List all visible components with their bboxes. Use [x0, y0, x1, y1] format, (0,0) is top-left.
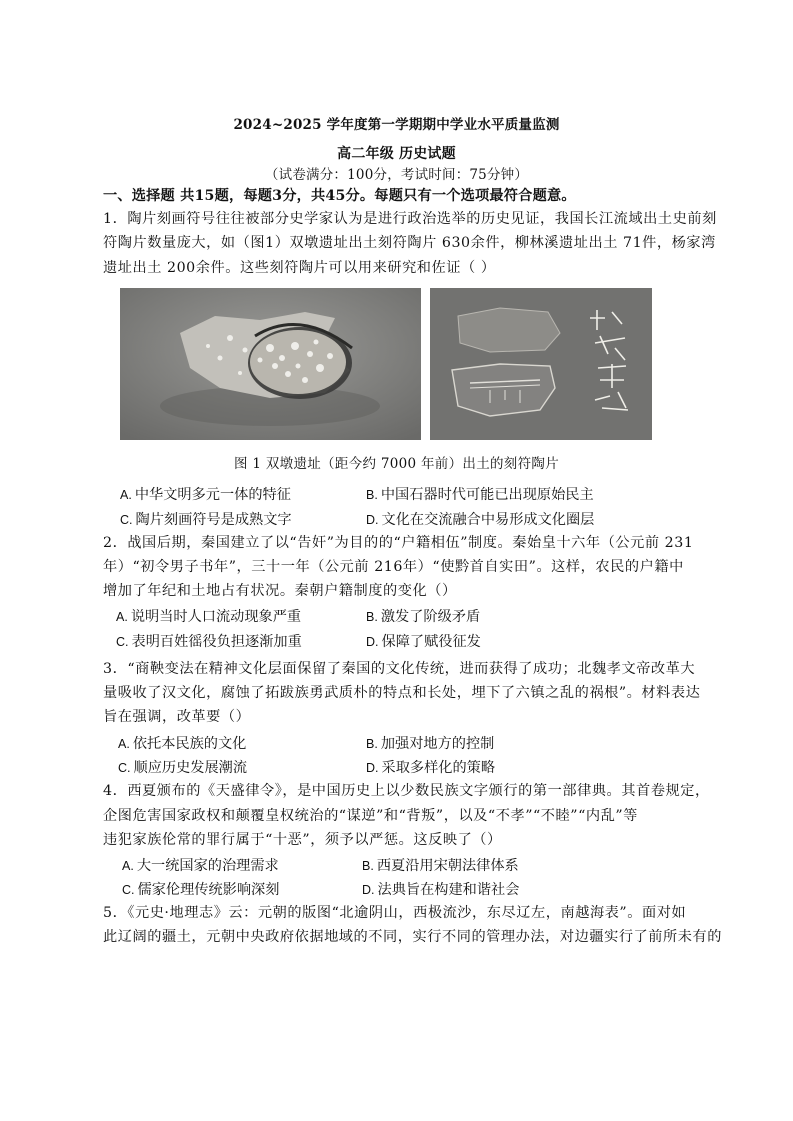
q3-line-3: 旨在强调，改革要（） — [103, 709, 251, 725]
option-key: C. — [116, 635, 129, 649]
option-key: B. — [366, 737, 378, 751]
option-text: 激发了阶级矛盾 — [380, 609, 481, 625]
q1-option-a[interactable] — [120, 485, 291, 505]
q2-option-c[interactable] — [116, 632, 302, 652]
exam-title: 2024~2025 学年度第一学期期中学业水平质量监测 — [233, 117, 560, 133]
q3-line-2: 量吸收了汉文化，腐蚀了拓跋族勇武质朴的特点和长处，埋下了六镇之乱的祸根”。材料表达 — [103, 685, 701, 701]
pottery-shard-photo-right — [430, 288, 652, 440]
q4-option-a[interactable] — [122, 856, 279, 876]
option-key: D. — [366, 761, 379, 775]
option-text: 文化在交流融合中易形成文化圈层 — [381, 512, 595, 528]
q4-line-3: 违犯家族伦常的罪行属于“十恶”，须予以严惩。这反映了（） — [103, 832, 502, 848]
option-key: A. — [122, 859, 134, 873]
q3-option-d[interactable] — [366, 758, 495, 778]
option-text: 大一统国家的治理需求 — [136, 858, 279, 874]
q2-line-2: 年）“初令男子书年”，三十一年（公元前 216年）“使黔首自实田”。这样，农民的户籍中 — [103, 559, 684, 575]
option-text: 加强对地方的控制 — [380, 736, 495, 752]
q3-line-1: 3．“商鞅变法在精神文化层面保留了秦国的文化传统，进而获得了成功；北魏孝文帝改革大 — [103, 661, 696, 677]
option-text: 保障了赋役征发 — [381, 634, 481, 650]
option-text: 西夏沿用宋朝法律体系 — [376, 858, 519, 874]
option-text: 陶片刻画符号是成熟文字 — [135, 512, 292, 528]
q3-option-a[interactable] — [118, 734, 246, 754]
q4-line-2: 企图危害国家政权和颠覆皇权统治的“谋逆”和“背叛”，以及“不孝”“不睦”“内乱”等 — [103, 808, 638, 824]
option-key: C. — [122, 883, 135, 897]
q1-line-3: 遗址出土 200余件。这些刻符陶片可以用来研究和佐证（ ） — [103, 260, 496, 276]
option-key: B. — [362, 859, 374, 873]
option-key: A. — [118, 737, 130, 751]
option-key: A. — [120, 488, 132, 502]
pottery-shard-photo-left — [120, 288, 421, 440]
option-key: A. — [116, 610, 128, 624]
q1-option-b[interactable] — [366, 485, 594, 505]
q1-option-c[interactable] — [120, 510, 292, 530]
q3-option-c[interactable] — [118, 758, 247, 778]
option-key: B. — [366, 488, 378, 502]
section-heading: 一、选择题 共15题，每题3分，共45分。每题只有一个选项最符合题意。 — [103, 188, 576, 204]
q4-line-1: 4．西夏颁布的《天盛律令》，是中国历史上以少数民族文字颁行的第一部律典。其首卷规定， — [103, 783, 710, 799]
pottery-shard-illustration-left — [120, 288, 421, 440]
q2-line-3: 增加了年纪和土地占有状况。秦朝户籍制度的变化（） — [103, 583, 457, 599]
option-text: 表明百姓徭役负担逐渐加重 — [131, 634, 302, 650]
option-text: 依托本民族的文化 — [132, 736, 247, 752]
option-key: B. — [366, 610, 378, 624]
option-text: 中华文明多元一体的特征 — [134, 487, 291, 503]
q2-option-b[interactable] — [366, 607, 480, 627]
option-key: C. — [118, 761, 131, 775]
q3-option-b[interactable] — [366, 734, 494, 754]
figure-caption: 图 1 双墩遗址（距今约 7000 年前）出土的刻符陶片 — [233, 456, 559, 472]
q5-line-1: 5．《元史·地理志》云：元朝的版图“北逾阴山，西极流沙，东尽辽左，南越海表”。面对如 — [103, 905, 687, 921]
q2-option-a[interactable] — [116, 607, 301, 627]
option-text: 中国石器时代可能已出现原始民主 — [380, 487, 594, 503]
option-key: D. — [362, 883, 375, 897]
option-text: 采取多样化的策略 — [381, 760, 496, 776]
q1-line-2: 符陶片数量庞大，如（图1）双墩遗址出土刻符陶片 630余件，柳林溪遗址出土 71件，杨家湾 — [103, 235, 716, 251]
option-text: 说明当时人口流动现象严重 — [130, 609, 302, 625]
q2-option-d[interactable] — [366, 632, 481, 652]
option-key: D. — [366, 635, 379, 649]
q1-option-d[interactable] — [366, 510, 594, 530]
option-key: C. — [120, 513, 133, 527]
option-key: D. — [366, 513, 379, 527]
option-text: 儒家伦理传统影响深刻 — [137, 882, 280, 898]
option-text: 顺应历史发展潮流 — [133, 760, 248, 776]
q4-option-b[interactable] — [362, 856, 519, 876]
pottery-shard-illustration-right — [430, 288, 652, 440]
q5-line-2: 此辽阔的疆土，元朝中央政府依据地域的不同，实行不同的管理办法，对边疆实行了前所未有的 — [103, 929, 722, 945]
option-text: 法典旨在构建和谐社会 — [377, 882, 520, 898]
q2-line-1: 2．战国后期，秦国建立了以“告奸”为目的的“户籍相伍”制度。秦始皇十六年（公元前 231 — [103, 535, 694, 551]
exam-info: （试卷满分：100分，考试时间：75分钟） — [264, 167, 529, 183]
q4-option-d[interactable] — [362, 880, 519, 900]
exam-subtitle: 高二年级 历史试题 — [337, 146, 456, 162]
q4-option-c[interactable] — [122, 880, 279, 900]
q1-line-1: 1．陶片刻画符号往往被部分史学家认为是进行政治选举的历史见证，我国长江流域出土史前刻 — [103, 211, 717, 227]
